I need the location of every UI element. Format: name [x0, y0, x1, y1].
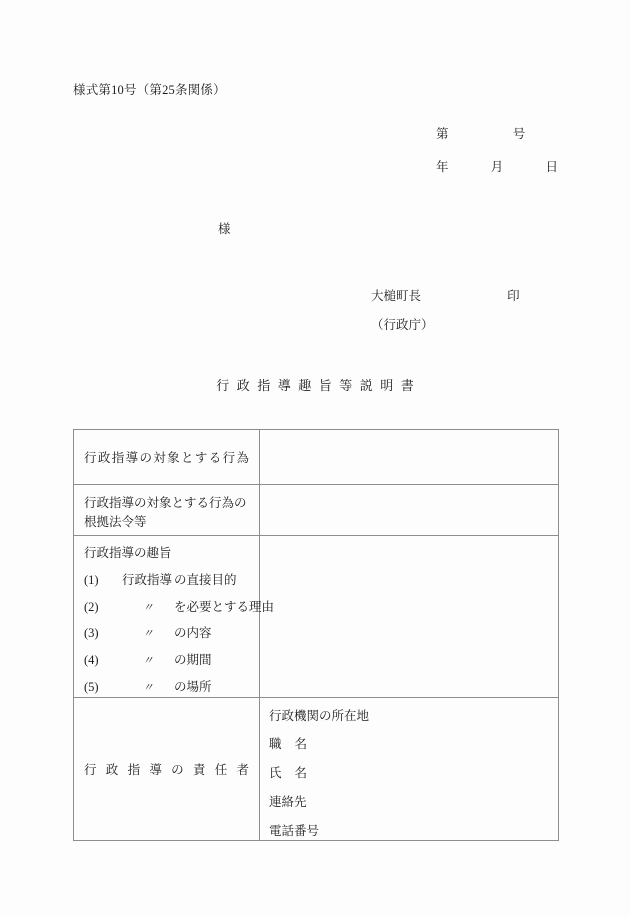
purpose-item-number: (1)	[84, 572, 99, 587]
row-label-target-act	[74, 430, 260, 485]
field-label: 職	[269, 737, 282, 752]
document-number-suffix: 号	[512, 127, 526, 141]
document-number-prefix: 第	[436, 127, 449, 141]
purpose-item-text: の期間	[174, 653, 212, 667]
row-value-text	[260, 536, 558, 545]
row-label-text: 行政指導の責任者	[84, 762, 249, 777]
field-contact	[269, 793, 558, 812]
ditto-mark-icon: 〃	[142, 655, 154, 667]
row-value-target-act[interactable]	[260, 430, 559, 485]
table-row	[74, 536, 559, 698]
purpose-item	[84, 624, 249, 643]
ditto-mark-icon: 〃	[142, 681, 154, 694]
responsible-person-fields	[260, 698, 558, 841]
row-label-text: 行政指導の対象とする行為	[84, 451, 249, 465]
purpose-item-number: (5)	[84, 679, 99, 694]
purpose-item-text: の直接目的	[174, 572, 237, 587]
purpose-item-text: を必要とする理由	[174, 599, 275, 614]
field-label-second: 名	[294, 737, 308, 752]
row-value-text	[260, 430, 558, 439]
row-value-purpose[interactable]	[260, 536, 559, 698]
field-phone-number	[269, 822, 558, 841]
purpose-item	[84, 598, 275, 617]
row-label-legal-basis	[74, 485, 260, 536]
issuer-name: 大槌町長	[371, 289, 422, 303]
date-month-label: 月	[490, 160, 504, 174]
purpose-heading: 行政指導の趣旨	[84, 546, 172, 560]
form-table	[73, 429, 559, 841]
purpose-item	[84, 678, 249, 697]
purpose-item-mark: 行政指導	[122, 572, 173, 587]
issuer-agency: （行政庁）	[371, 318, 434, 332]
field-agency-address	[269, 707, 558, 726]
row-label-purpose	[74, 536, 275, 698]
purpose-item-number: (4)	[84, 653, 99, 667]
page-title: 行政指導趣旨等説明書	[216, 378, 422, 393]
purpose-item-number: (2)	[84, 599, 99, 614]
row-label-text: 行政指導の対象とする行為の根拠法令等	[84, 496, 247, 530]
ditto-mark-icon: 〃	[142, 601, 154, 614]
purpose-item-text: の場所	[174, 679, 212, 694]
field-job-title	[269, 735, 558, 754]
issuer-line	[371, 286, 520, 304]
field-label: 行政機関の所在地	[269, 708, 370, 723]
row-label-responsible-person	[74, 697, 260, 841]
ditto-mark-icon: 〃	[142, 628, 154, 641]
document-meta-block	[436, 124, 558, 190]
row-value-legal-basis[interactable]	[260, 485, 559, 536]
purpose-item	[84, 651, 249, 670]
table-row	[74, 430, 559, 485]
form-number: 様式第10号（第25条関係）	[73, 83, 226, 97]
field-label: 連絡先	[269, 794, 307, 809]
field-label: 電話番号	[269, 823, 320, 838]
row-value-text	[260, 485, 558, 494]
seal-mark: 印	[507, 289, 520, 303]
date-day-label: 日	[545, 160, 559, 174]
field-person-name	[269, 764, 558, 783]
table-row	[74, 485, 559, 536]
document-date-line	[436, 157, 558, 175]
table-row	[74, 697, 559, 841]
date-year-label: 年	[436, 160, 449, 174]
addressee-honorific: 様	[218, 222, 231, 236]
purpose-item-number: (3)	[84, 626, 99, 641]
row-value-responsible-person[interactable]	[260, 697, 559, 841]
field-label-second: 名	[294, 766, 308, 780]
document-number-line	[436, 124, 558, 142]
purpose-item-text: の内容	[174, 626, 212, 641]
field-label: 氏	[269, 766, 282, 780]
purpose-item	[84, 571, 249, 590]
purpose-list	[74, 536, 275, 697]
